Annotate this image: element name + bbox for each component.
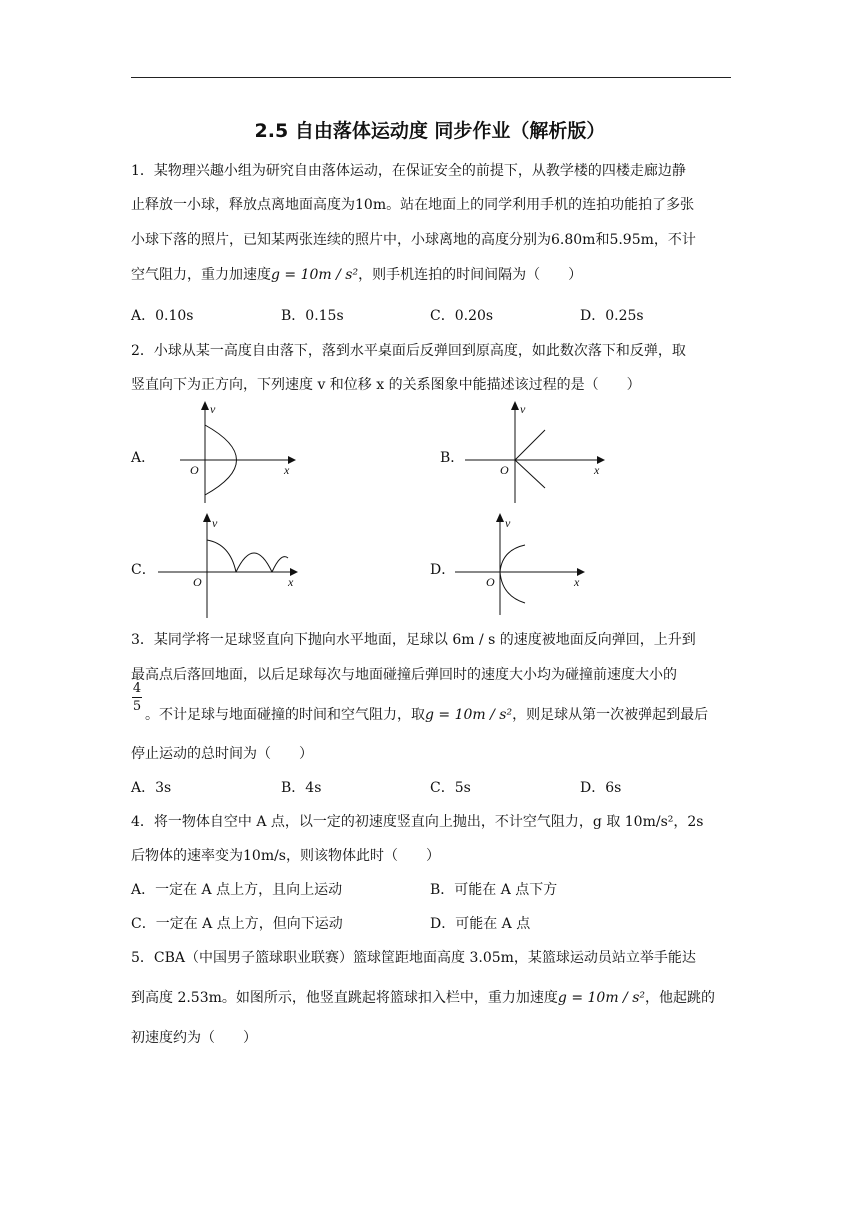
- q1-option-c: C．0.20s: [430, 308, 494, 324]
- q3-line-4: 停止运动的总时间为（ ）: [131, 746, 313, 762]
- q5-g-expression: g = 10m / s²: [557, 990, 646, 1006]
- graph-c-x-label: x: [288, 575, 294, 589]
- q3-line-2: 最高点后落回地面，以后足球每次与地面碰撞后弹回时的速度大小均为碰撞前速度大小的: [131, 667, 677, 683]
- q3-fraction: [131, 681, 143, 714]
- q3-g-expression: g = 10m / s²: [425, 707, 513, 723]
- page-title: 2.5 自由落体运动度 同步作业（解析版）: [254, 120, 606, 142]
- q1-line-1: 1．某物理兴趣小组为研究自由落体运动，在保证安全的前提下，从教学楼的四楼走廊边静: [131, 163, 686, 179]
- graph-b-label: B．: [440, 450, 465, 466]
- q1-line-4-tail: ，则手机连拍的时间间隔为（ ）: [358, 267, 583, 283]
- header-rule: [131, 77, 731, 78]
- q5-line-1: 5．CBA（中国男子篮球职业联赛）篮球筐距地面高度 3.05m，某篮球运动员站立举手能达: [131, 950, 696, 966]
- q4-line-1: 4．将一物体自空中 A 点，以一定的初速度竖直向上抛出，不计空气阻力，g 取 10m/s²，2s: [131, 814, 704, 830]
- q2-line-2: 竖直向下为正方向，下列速度 v 和位移 x 的关系图象中能描述该过程的是（ ）: [131, 377, 641, 393]
- q4-option-a: A．一定在 A 点上方，且向上运动: [131, 882, 343, 898]
- graph-c-origin-label: O: [193, 575, 202, 589]
- graph-d-x-label: x: [574, 575, 580, 589]
- q4-option-b: B．可能在 A 点下方: [430, 882, 558, 898]
- graph-c-label: C．: [131, 562, 156, 578]
- q3-fraction-numerator: 4: [132, 681, 142, 696]
- graph-d-label: D．: [430, 562, 456, 578]
- graph-a-label: A．: [131, 450, 156, 466]
- q1-option-a: A．0.10s: [131, 308, 194, 324]
- q3-option-d: D．6s: [580, 780, 622, 796]
- q1-g-expression: g = 10m / s²: [271, 267, 359, 283]
- q5-line-2-text: 到高度 2.53m。如图所示，他竖直跳起将篮球扣入栏中，重力加速度: [131, 990, 558, 1006]
- q1-line-2: 止释放一小球，释放点离地面高度为10m。站在地面上的同学利用手机的连拍功能拍了多张: [131, 197, 695, 213]
- q1-option-b: B．0.15s: [281, 308, 344, 324]
- q5-line-2-tail: ，他起跳的: [645, 990, 716, 1006]
- graph-a-origin-label: O: [190, 463, 199, 477]
- graph-c: [150, 510, 310, 620]
- graph-a-x-label: x: [284, 463, 290, 477]
- q3-option-a: A．3s: [131, 780, 172, 796]
- q3-line-1: 3．某同学将一足球竖直向下抛向水平地面，足球以 6m / s 的速度被地面反向弹回，上升到: [131, 632, 696, 648]
- q3-option-c: C．5s: [430, 780, 471, 796]
- q1-line-4: [131, 264, 582, 284]
- graph-b: [460, 398, 610, 508]
- graph-a: [150, 398, 300, 508]
- graph-d-v-label: v: [505, 516, 511, 530]
- q3-fraction-denominator: 5: [132, 699, 142, 714]
- q2-line-1: 2．小球从某一高度自由落下，落到水平桌面后反弹回到原高度，如此数次落下和反弹，取: [131, 343, 686, 359]
- q1-line-4-text: 空气阻力，重力加速度: [131, 267, 271, 283]
- q1-line-3: 小球下落的照片，已知某两张连续的照片中，小球离地的高度分别为6.80m和5.95m，不计: [131, 232, 696, 248]
- q5-line-3: 初速度约为（ ）: [131, 1030, 257, 1046]
- graph-b-x-label: x: [594, 463, 600, 477]
- graph-c-v-label: v: [212, 516, 218, 530]
- q3-option-b: B．4s: [281, 780, 322, 796]
- q3-line-3-tail: ，则足球从第一次被弹起到最后: [512, 707, 709, 723]
- graph-a-v-label: v: [210, 402, 216, 416]
- q4-line-2: 后物体的速率变为10m/s，则该物体此时（ ）: [131, 848, 440, 864]
- graph-d-origin-label: O: [486, 575, 495, 589]
- q4-option-d: D．可能在 A 点: [430, 916, 531, 932]
- graph-d: [450, 510, 600, 620]
- q1-option-d: D．0.25s: [580, 308, 644, 324]
- q3-line-3-text: 。不计足球与地面碰撞的时间和空气阻力，取: [145, 707, 425, 723]
- graph-b-v-label: v: [520, 402, 526, 416]
- q3-fraction-bar: [132, 697, 142, 698]
- q5-line-2: [131, 987, 715, 1007]
- graph-b-origin-label: O: [500, 463, 509, 477]
- q4-option-c: C．一定在 A 点上方，但向下运动: [131, 916, 343, 932]
- q3-line-3: [145, 704, 708, 724]
